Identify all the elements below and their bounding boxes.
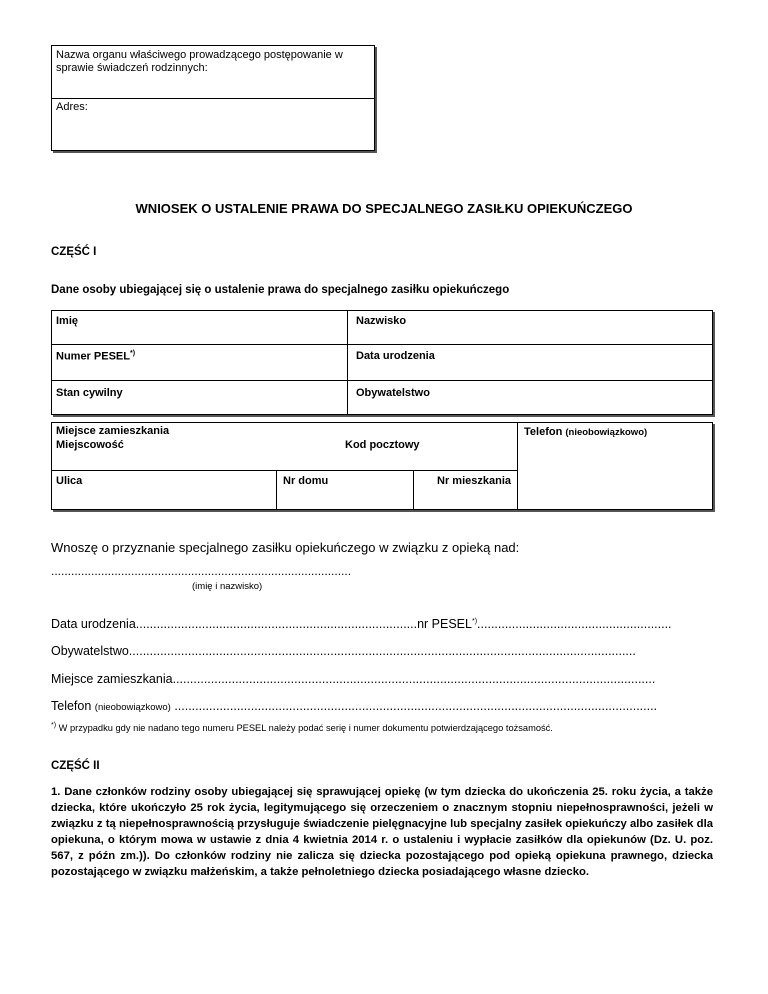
part1-subheading: Dane osoby ubiegającej się o ustalenie prawa do specjalnego zasiłku opiekuńczego [51, 284, 510, 296]
part1-heading: CZĘŚĆ I [51, 246, 97, 258]
first-name-label: Imię [56, 315, 79, 327]
pesel-label: Numer PESEL*) [56, 350, 136, 363]
phone-field[interactable] [518, 423, 712, 509]
apartment-no-field[interactable] [414, 471, 517, 509]
apartment-no-label: Nr mieszkania [437, 475, 511, 487]
postal-code-label: Kod pocztowy [345, 439, 420, 451]
city-field[interactable] [52, 437, 337, 470]
residence-label: Miejsce zamieszkania [56, 425, 170, 437]
city-label: Miejscowość [56, 439, 124, 451]
authority-address-label: Adres: [56, 101, 88, 113]
citizenship-field[interactable] [348, 381, 712, 414]
ward-dob-pesel-line[interactable]: Data urodzenia.................................................................................nr PESEL*)........................................................ [51, 617, 672, 631]
last-name-field[interactable] [348, 311, 712, 344]
marital-status-label: Stan cywilny [56, 387, 123, 399]
postal-code-field[interactable] [337, 437, 517, 470]
ward-residence-line[interactable]: Miejsce zamieszkania........................................................................................................................................... [51, 672, 656, 686]
citizenship-label: Obywatelstwo [356, 387, 430, 399]
first-name-field[interactable] [52, 311, 347, 344]
part2-paragraph: 1. Dane członków rodziny osoby ubiegającej się sprawującej opiekę (w tym dziecka do ukończenia 25. roku życia, a także dziecka, które ukończyło 25 rok życia, legitymującego się orzeczeniem o znacznym stopniu niepełnosprawności, jeżeli w związku z tą niepełnosprawnością przysługuje świadczenie pielęgnacyjne lub specjalny zasiłek opiekuńczy albo zasiłek dla opiekuna, o którym mowa w ustawie z dnia 4 kwietnia 2014 r. o ustaleniu i wypłacie zasiłków dla opiekunów (Dz. U. poz. 567, z późn zm.)). Do członków rodziny nie zalicza się dziecka pozostającego pod opieką opiekuna prawnego, dziecka pozostającego w związku małżeńskim, a także pełnoletniego dziecka posiadającego własne dziecko. [51, 786, 713, 878]
ward-citizenship-line[interactable]: Obywatelstwo.................................................................................................................................................. [51, 644, 636, 658]
last-name-label: Nazwisko [356, 315, 407, 327]
authority-name-label: Nazwa organu właściwego prowadzącego postępowanie w sprawie świadczeń rodzinnych: [56, 49, 343, 74]
request-text: Wnoszę o przyznanie specjalnego zasiłku opiekuńczego w związku z opieką nad: [51, 540, 520, 555]
marital-status-field[interactable] [52, 381, 347, 414]
phone-label: Telefon (nieobowiązkowo) [524, 426, 648, 438]
birth-date-field[interactable] [348, 345, 712, 380]
authority-name-field[interactable] [52, 46, 374, 99]
birth-date-label: Data urodzenia [356, 350, 435, 362]
form-title: WNIOSEK O USTALENIE PRAWA DO SPECJALNEGO ZASIŁKU OPIEKUŃCZEGO [135, 201, 633, 216]
footnote: *) W przypadku gdy nie nadano tego numeru PESEL należy podać serię i numer dokumentu potwierdzającego tożsamość. [51, 722, 553, 734]
street-label: Ulica [56, 475, 83, 487]
street-field[interactable] [52, 471, 276, 509]
part2-heading: CZĘŚĆ II [51, 760, 100, 772]
ward-name-line[interactable]: .......................................................................................... [51, 564, 352, 578]
pesel-field[interactable] [52, 345, 347, 380]
applicant-table-top [51, 310, 713, 415]
ward-name-caption: (imię i nazwisko) [192, 581, 263, 592]
authority-box [51, 45, 375, 151]
house-no-field[interactable] [277, 471, 413, 509]
footnote-mark: *) [129, 350, 136, 357]
ward-phone-line[interactable]: Telefon (nieobowiązkowo) ........................................................................................................................................... [51, 699, 658, 713]
house-no-label: Nr domu [283, 475, 329, 487]
applicant-table-address [51, 422, 713, 510]
authority-address-field[interactable] [52, 99, 374, 115]
